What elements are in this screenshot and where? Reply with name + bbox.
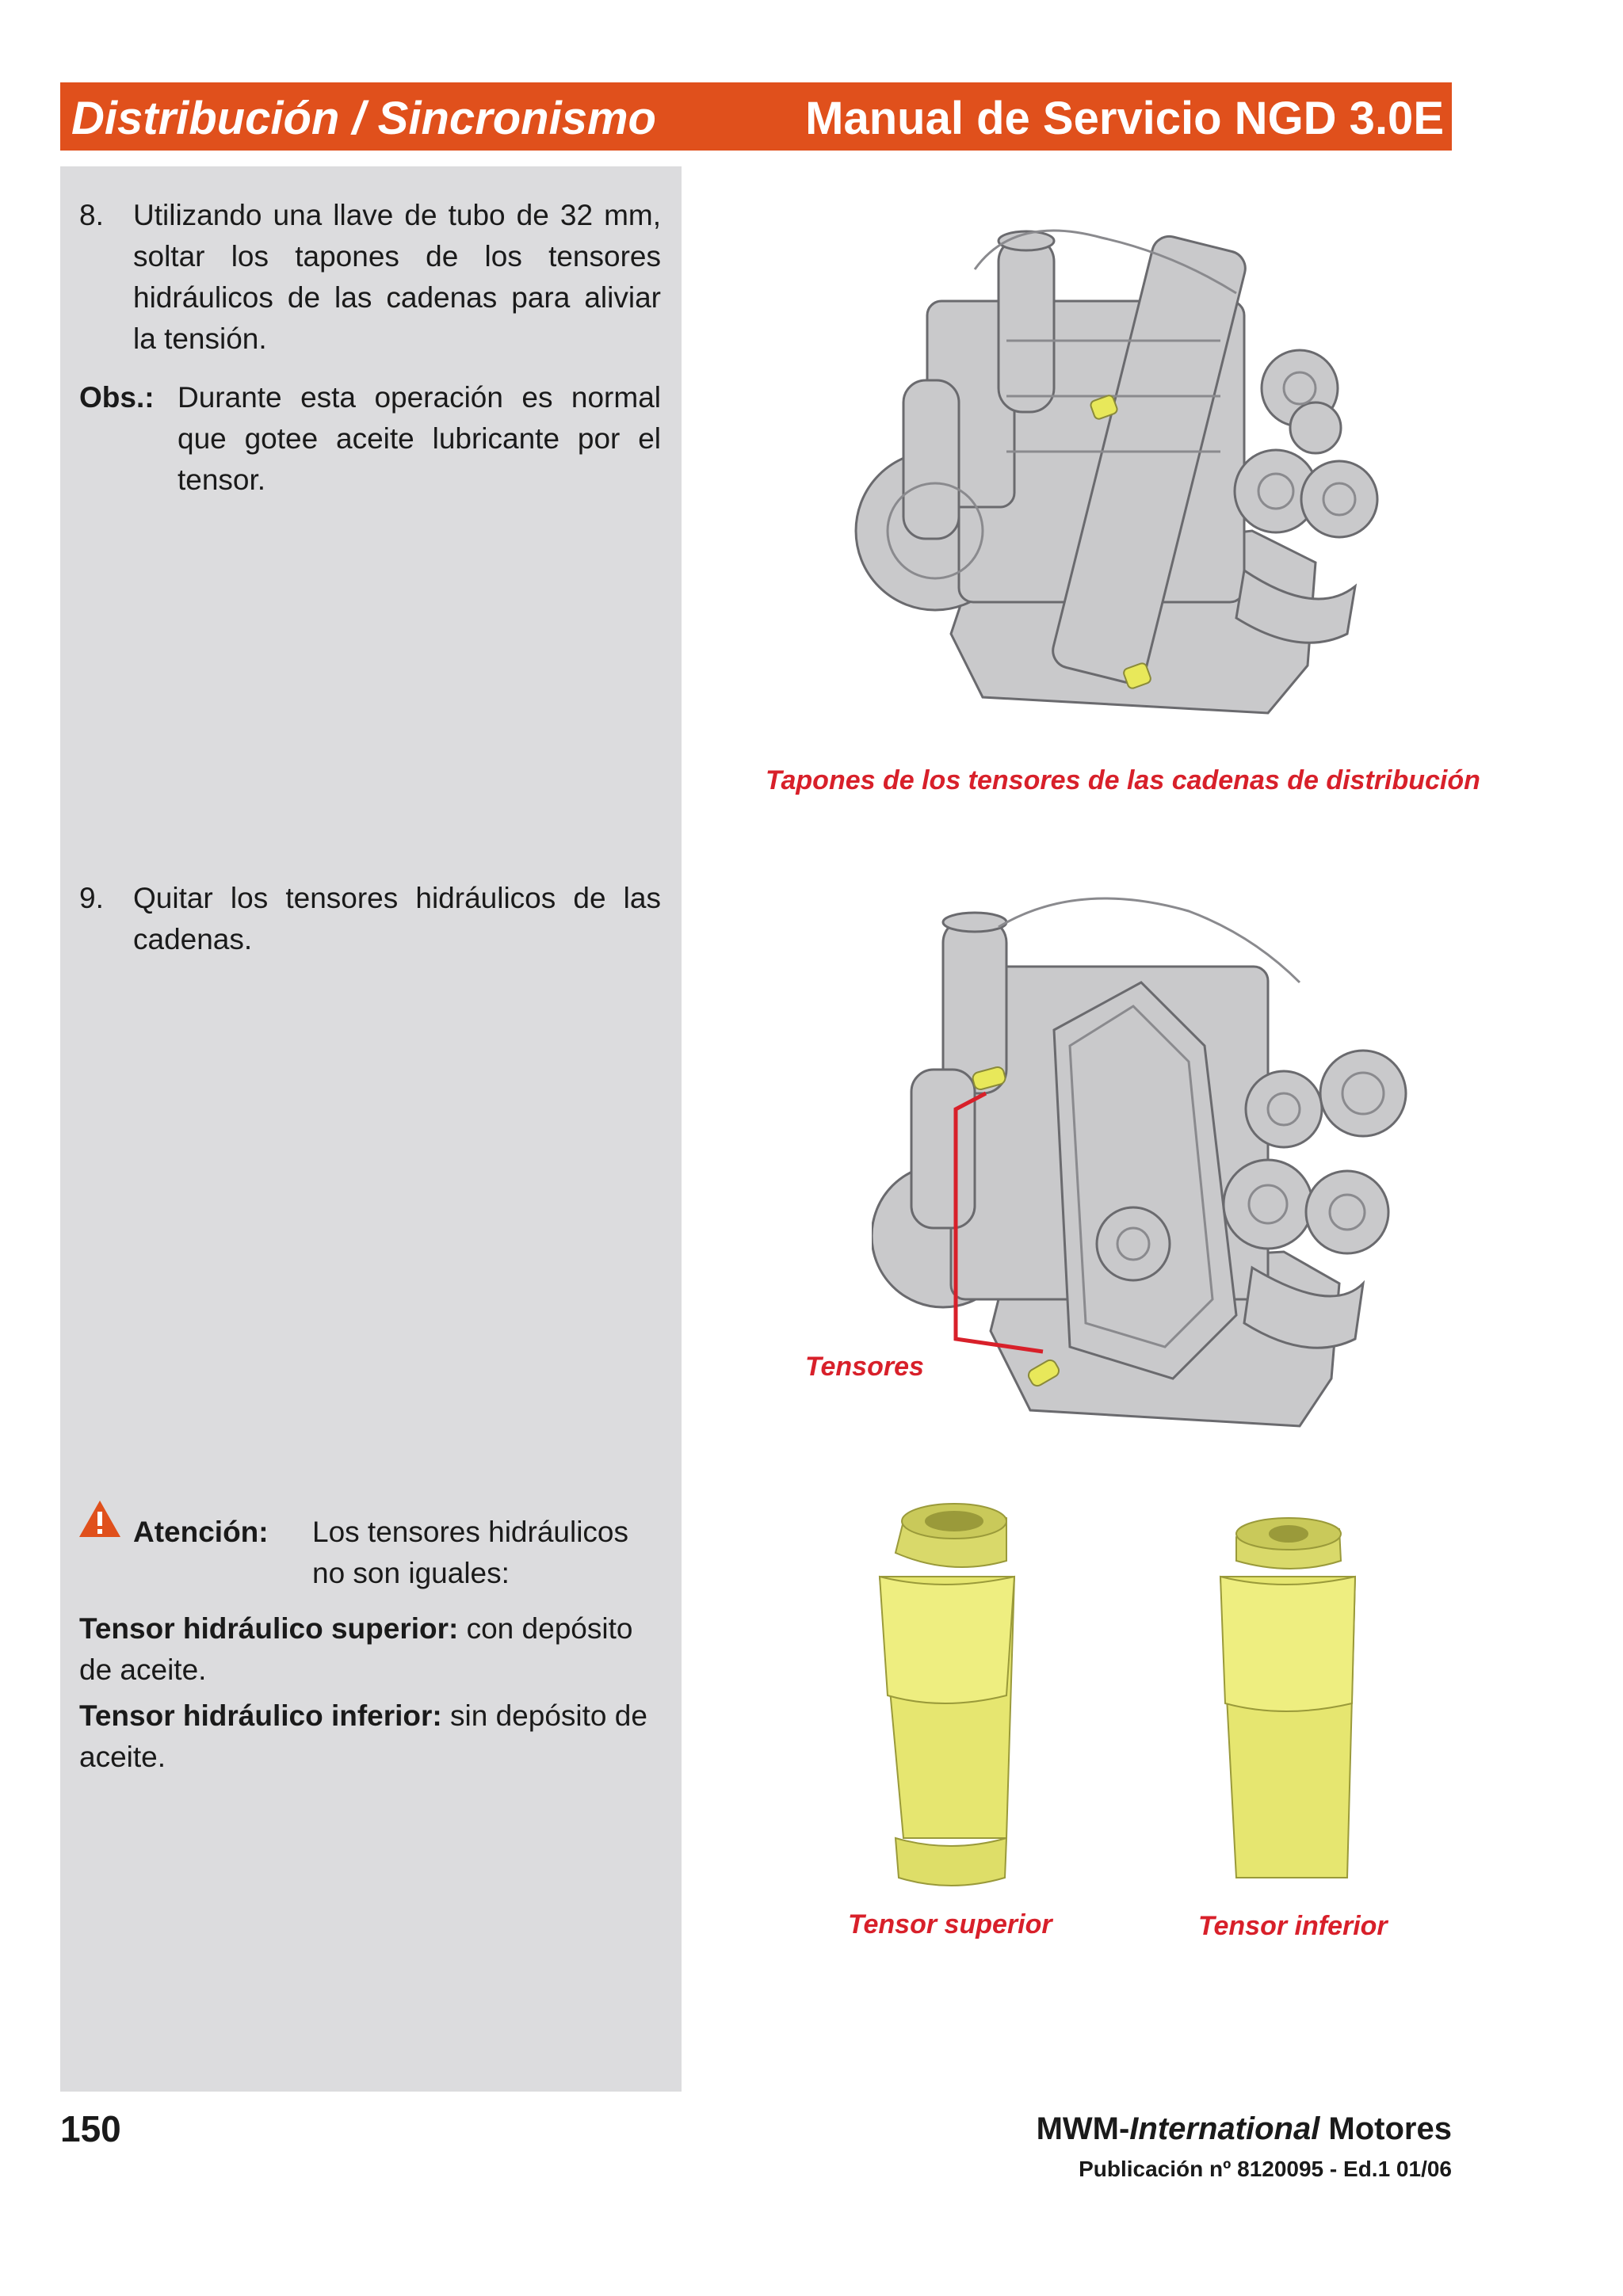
obs-text: Durante esta operación es normal que gotee aceite lubricante por el tensor. xyxy=(178,381,661,496)
lower-tensor-caption: Tensor inferior xyxy=(1198,1911,1388,1941)
upper-tensor-caption: Tensor superior xyxy=(848,1909,1052,1939)
step-8-number: 8. xyxy=(79,199,104,231)
brand-italic: International xyxy=(1129,2111,1320,2146)
brand-prefix: MWM- xyxy=(1036,2111,1130,2146)
step-9-number: 9. xyxy=(79,882,104,914)
figure-2-caption: Tensores xyxy=(805,1352,924,1382)
obs-label: Obs.: xyxy=(79,381,155,414)
section-title: Distribución / Sincronismo xyxy=(71,93,656,144)
engine-figure-2 xyxy=(872,871,1426,1458)
upper-tensor-label: Tensor hidráulico superior: xyxy=(79,1612,459,1645)
warning-text: Los tensores hidráulicos no son iguales: xyxy=(312,1516,628,1589)
lower-tensor-note xyxy=(79,1695,666,1778)
step-9-text: Quitar los tensores hidráulicos de las cadenas. xyxy=(133,882,661,955)
warning-icon xyxy=(78,1499,122,1539)
upper-tensor-text: con depósito de aceite. xyxy=(79,1612,633,1686)
lower-tensor-figure xyxy=(1205,1505,1442,1901)
brand-suffix: Motores xyxy=(1319,2111,1452,2146)
step-8-text: Utilizando una llave de tubo de 32 mm, soltar los tapones de los tensores hidráulicos de las cadenas para aliviar la tensión. xyxy=(133,199,661,355)
engine-figure-1 xyxy=(840,190,1411,761)
publication-number: Publicación nº 8120095 - Ed.1 01/06 xyxy=(1079,2157,1452,2181)
figure-1-caption: Tapones de los tensores de las cadenas de distribución xyxy=(766,765,1480,795)
upper-tensor-note xyxy=(79,1608,666,1691)
lower-tensor-text: sin depósito de aceite. xyxy=(79,1699,647,1773)
warning-label: Atención: xyxy=(133,1516,269,1548)
manual-title: Manual de Servicio NGD 3.0E xyxy=(805,93,1444,144)
footer-brand xyxy=(1037,2111,1452,2147)
upper-tensor-figure xyxy=(872,1489,1173,1901)
page-number: 150 xyxy=(60,2108,121,2149)
lower-tensor-label: Tensor hidráulico inferior: xyxy=(79,1699,442,1732)
header-bar xyxy=(60,82,1452,151)
